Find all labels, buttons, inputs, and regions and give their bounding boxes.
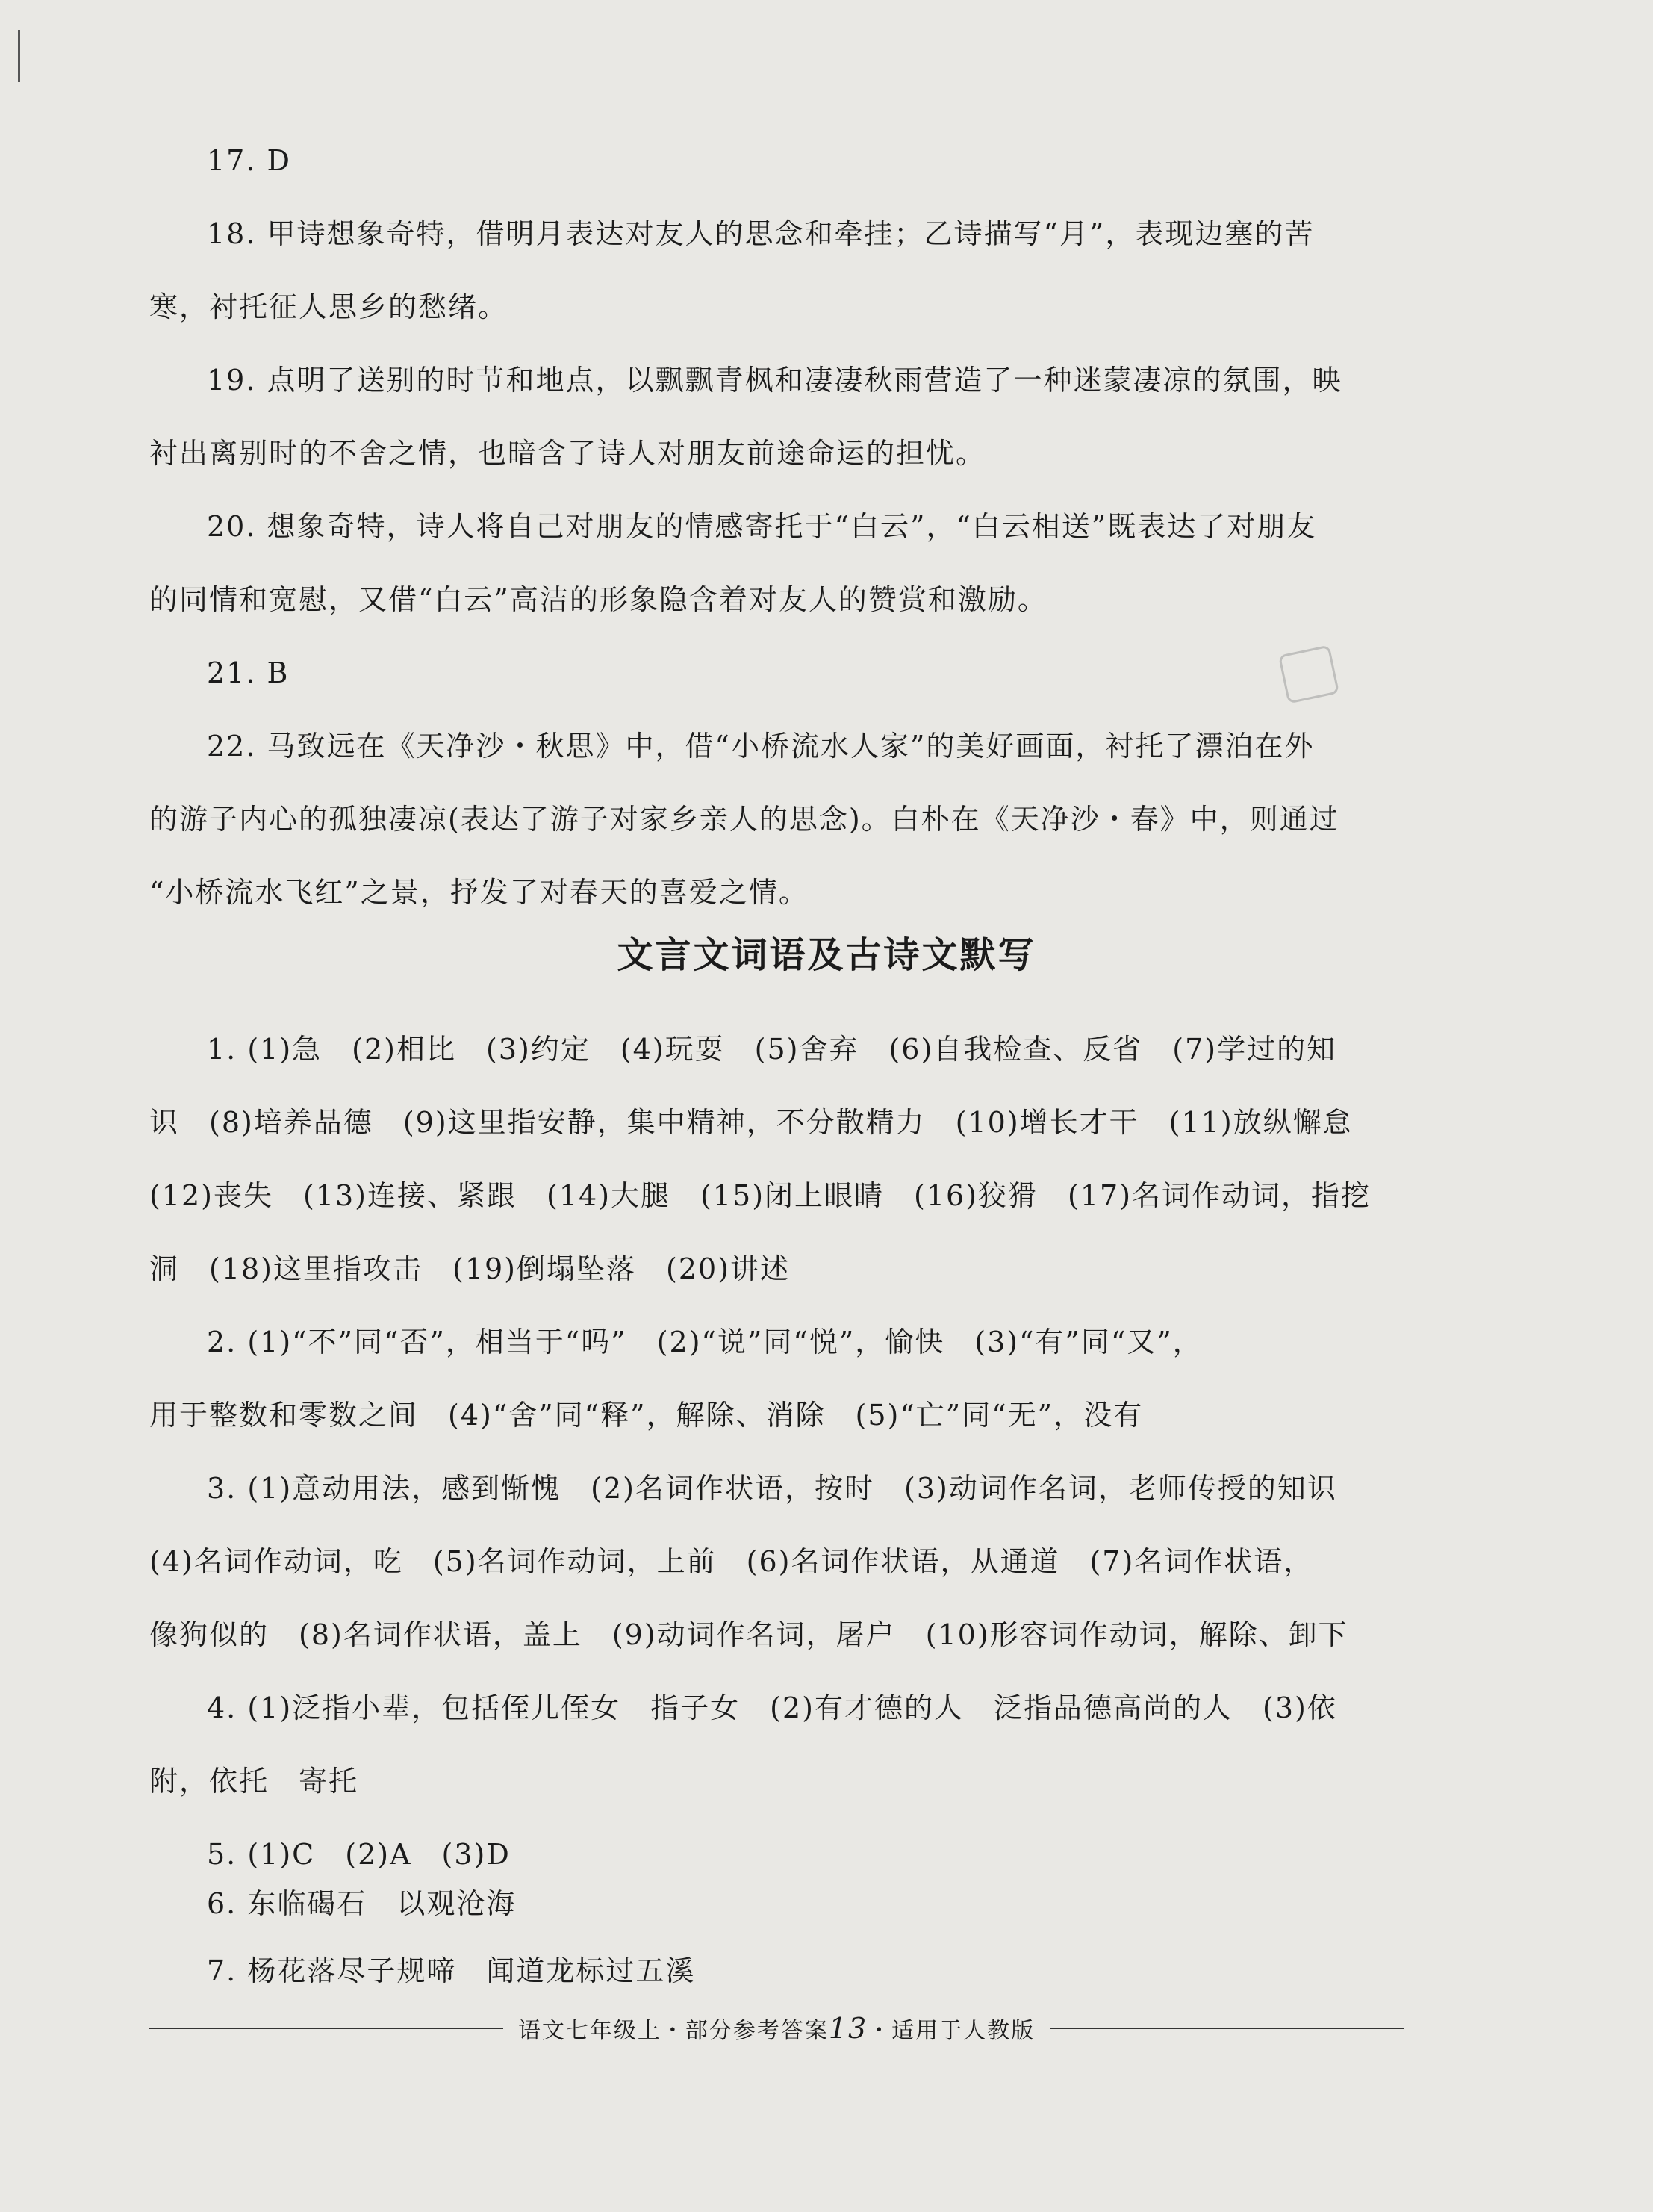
footer-text (503, 2012, 1050, 2045)
section-item-5: 5. (1)C (2)A (3)D (207, 1838, 511, 1871)
page-footer (149, 2012, 1404, 2045)
answer-19: 19. 点明了送别的时节和地点，以飘飘青枫和凄凄秋雨营造了一种迷蒙凄凉的氛围，映 衬出离别时的不舍之情，也暗含了诗人对朋友前途命运的担忧。 (149, 364, 1342, 470)
answer-21: 21. B (207, 656, 290, 689)
binding-mark (18, 30, 20, 82)
footer-rule-right (1050, 2028, 1404, 2029)
answer-18: 18. 甲诗想象奇特，借明月表达对友人的思念和牵挂；乙诗描写“月”，表现边塞的苦 寒，衬托征人思乡的愁绪。 (149, 217, 1315, 323)
footer-rule-left (149, 2028, 503, 2029)
section-item-4: 4. (1)泛指小辈，包括侄儿侄女 指子女 (2)有才德的人 泛指品德高尚的人 (3)依 附，依托 寄托 (149, 1691, 1337, 1798)
section-item-2: 2. (1)“不”同“否”，相当于“吗” (2)“说”同“悦”，愉快 (3)“有”同“又”， 用于整数和零数之间 (4)“舍”同“释”，解除、消除 (5)“亡”同“无”，没有 (149, 1326, 1203, 1432)
footer-title: 语文七年级上・部分参考答案 (517, 2018, 829, 2044)
page-number: 13 (828, 2012, 868, 2045)
section-item-6: 6. 东临碣石 以观沧海 (207, 1887, 517, 1920)
section-item-1: 1. (1)急 (2)相比 (3)约定 (4)玩耍 (5)舍弃 (6)自我检查、反省 (7)学过的知 识 (8)培养品德 (9)这里指安静，集中精神，不分散精力 (10)增长才干 (11)放纵懈怠 (12)丧失 (13)连接、紧跟 (14)大腿 (15)闭上眼睛 (16)狡猾 (17)名词作动词，指挖 洞 (18)这里指攻击 (19)倒塌坠落 (20)讲述 (149, 1033, 1372, 1285)
section-title: 文言文词语及古诗文默写 (617, 934, 1036, 976)
section-item-7: 7. 杨花落尽子规啼 闻道龙标过五溪 (207, 1954, 696, 1987)
answer-22: 22. 马致远在《天净沙・秋思》中，借“小桥流水人家”的美好画面，衬托了漂泊在外 的游子内心的孤独凄凉(表达了游子对家乡亲人的思念)。白朴在《天净沙・春》中，则通过 “小桥流水飞红”之景，抒发了对春天的喜爱之情。 (149, 730, 1339, 909)
answer-17: 17. D (207, 144, 291, 177)
section-item-3: 3. (1)意动用法，感到惭愧 (2)名词作状语，按时 (3)动词作名词，老师传授的知识 (4)名词作动词，吃 (5)名词作动词，上前 (6)名词作状语，从通道 (7)名词作状语， 像狗似的 (8)名词作状语，盖上 (9)动词作名词，屠户 (10)形容词作动词，解除、卸下 (149, 1472, 1348, 1651)
answer-20: 20. 想象奇特，诗人将自己对朋友的情感寄托于“白云”，“白云相送”既表达了对朋友 的同情和宽慰，又借“白云”高洁的形象隐含着对友人的赞赏和激励。 (149, 510, 1317, 616)
footer-edition: ・适用于人教版 (868, 2018, 1036, 2044)
